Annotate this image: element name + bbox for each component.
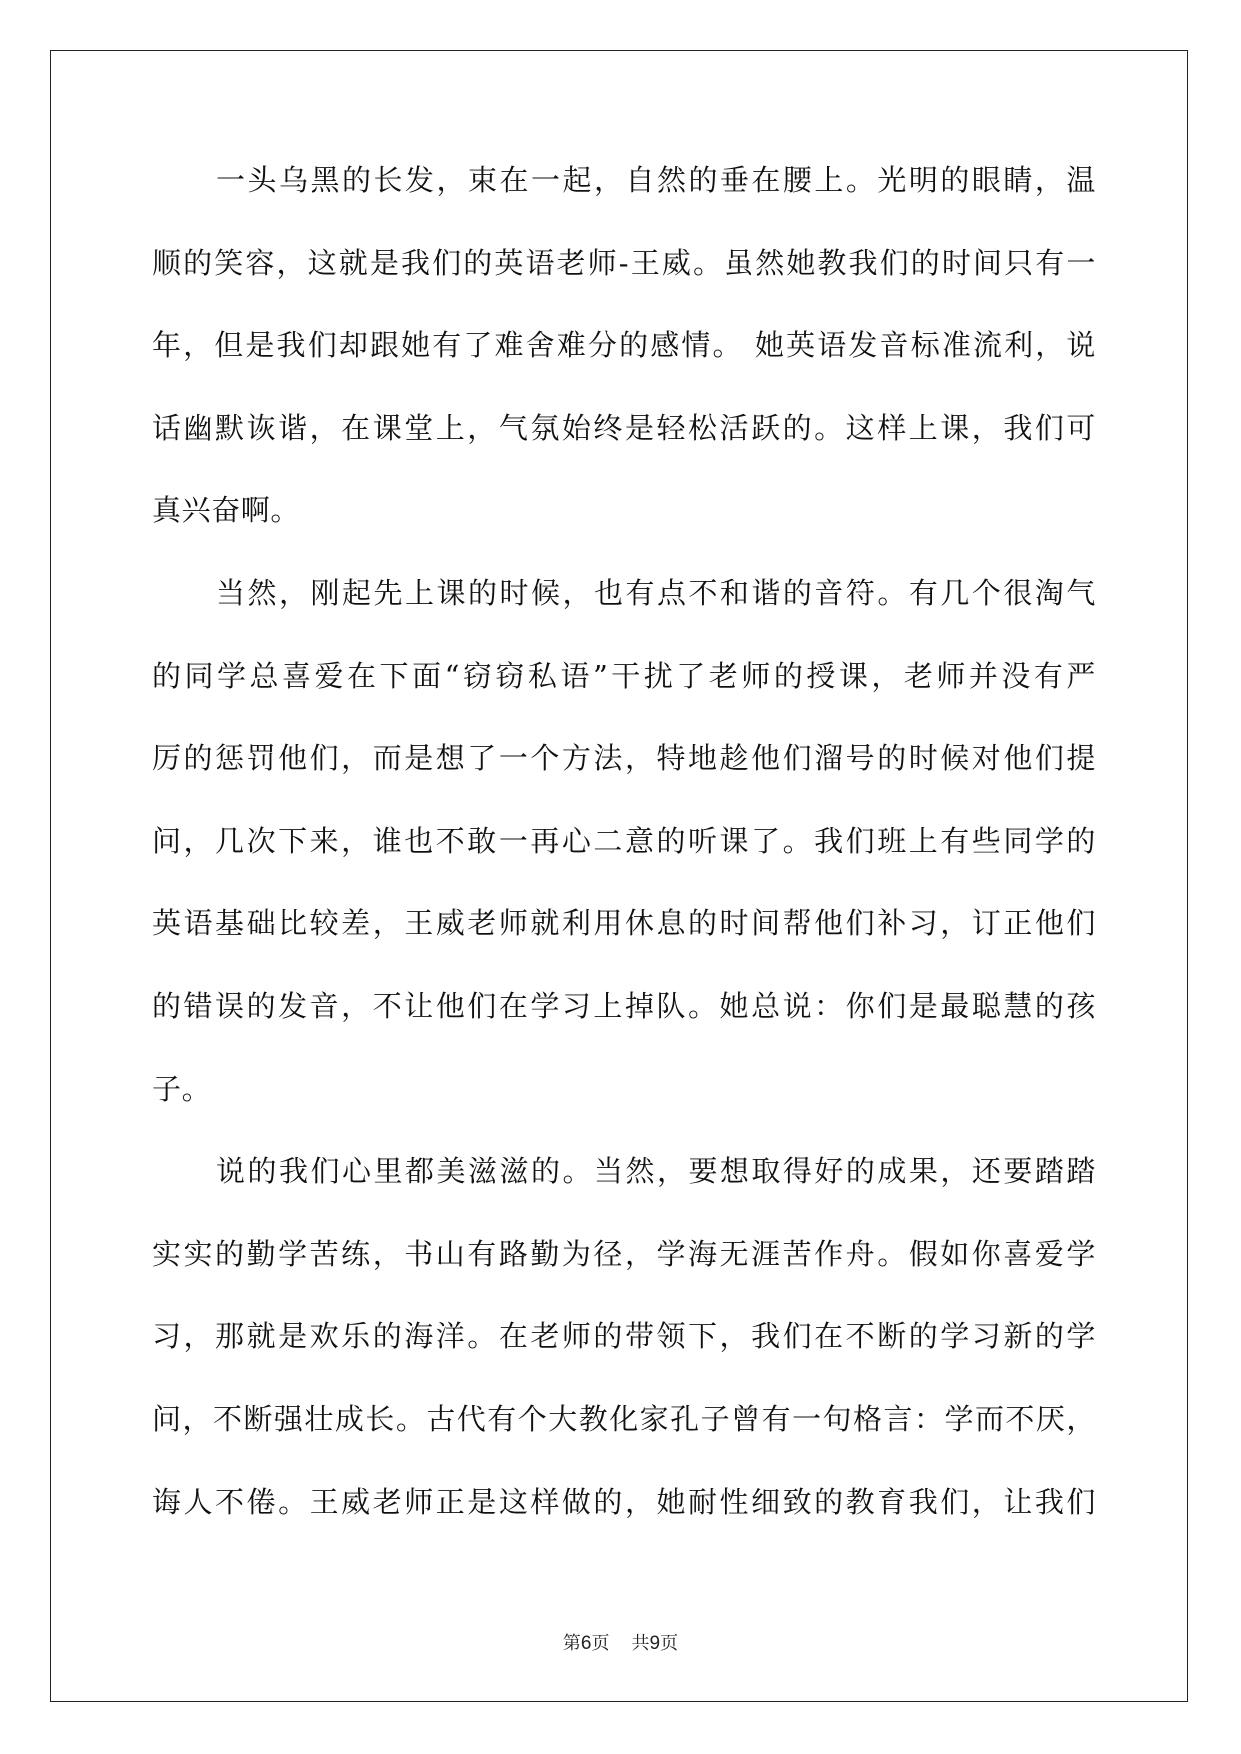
total-label-suffix: 页 (660, 1633, 679, 1654)
text-line: 厉的惩罚他们，而是想了一个方法，特地趁他们溜号的时候对他们提 (152, 741, 1096, 776)
text-line: 当然，刚起先上课的时候，也有点不和谐的音符。有几个很淘气 (216, 575, 1096, 610)
page-label-prefix: 第 (562, 1633, 581, 1654)
text-line: 子。 (152, 1071, 212, 1106)
text-line: 习，那就是欢乐的海洋。在老师的带领下，我们在不断的学习新的学 (152, 1319, 1096, 1354)
text-line: 的错误的发音，不让他们在学习上掉队。她总说：你们是最聪慧的孩 (152, 988, 1096, 1023)
text-line: 问，几次下来，谁也不敢一再心二意的听课了。我们班上有些同学的 (152, 823, 1096, 858)
text-line: 话幽默诙谐，在课堂上，气氛始终是轻松活跃的。这样上课，我们可 (152, 410, 1096, 445)
total-label-prefix: 共 (631, 1633, 650, 1654)
text-line: 的同学总喜爱在下面“窃窃私语”干扰了老师的授课，老师并没有严 (152, 658, 1096, 693)
text-line: 诲人不倦。王威老师正是这样做的，她耐性细致的教育我们，让我们 (152, 1484, 1096, 1519)
document-body (152, 164, 1096, 1568)
text-line: 真兴奋啊。 (152, 493, 301, 528)
text-line: 英语基础比较差，王威老师就利用休息的时间帮他们补习，订正他们 (152, 906, 1096, 941)
text-line: 实实的勤学苦练，书山有路勤为径，学海无涯苦作舟。假如你喜爱学 (152, 1236, 1096, 1271)
text-line: 年，但是我们却跟她有了难舍难分的感情。 她英语发音标准流利，说 (152, 328, 1096, 363)
page-label-suffix: 页 (591, 1633, 610, 1654)
text-line: 一头乌黑的长发，束在一起，自然的垂在腰上。光明的眼睛，温 (216, 163, 1096, 197)
page-footer (0, 1633, 1241, 1655)
text-line: 说的我们心里都美滋滋的。当然，要想取得好的成果，还要踏踏 (216, 1154, 1096, 1189)
text-line: 问，不断强壮成长。古代有个大教化家孔子曾有一句格言：学而不厌， (152, 1401, 1096, 1436)
total-pages: 9 (649, 1633, 661, 1654)
text-line: 顺的笑容，这就是我们的英语老师-王威。虽然她教我们的时间只有一 (152, 245, 1096, 280)
page-number: 6 (580, 1633, 592, 1654)
